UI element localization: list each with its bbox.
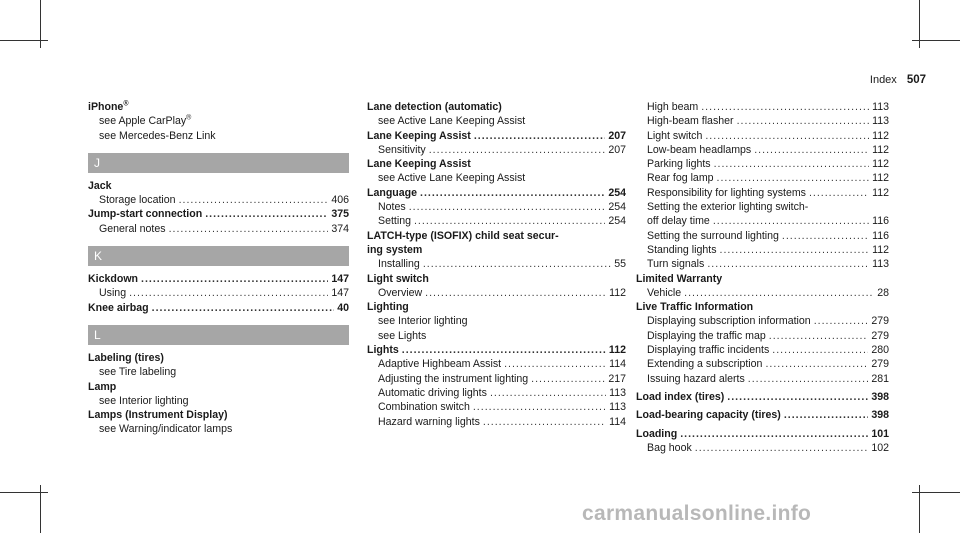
index-subentry: Adaptive Highbeam Assist ..... 114 — [367, 357, 626, 371]
crop-mark — [0, 40, 48, 41]
see-reference: see Interior lighting — [378, 315, 468, 328]
crop-mark — [912, 40, 960, 41]
index-subentry: Setting ..... 254 — [367, 214, 626, 228]
index-subentry: Rear fog lamp ..... 112 — [636, 171, 889, 185]
index-subentry: Displaying traffic incidents ..... 280 — [636, 343, 889, 357]
index-subentry: Sensitivity ..... 207 — [367, 143, 626, 157]
index-subentry: Automatic driving lights ..... 113 — [367, 386, 626, 400]
index-subentry: Overview ..... 112 — [367, 286, 626, 300]
letter-heading-k: K — [88, 246, 349, 266]
index-entry-cont: ing system — [367, 243, 423, 256]
letter-heading-j: J — [88, 153, 349, 173]
index-subentry-cont: off delay time ..... 116 — [636, 214, 889, 228]
page-number: 507 — [906, 74, 926, 86]
index-entry: Load index (tires) ..... 398 — [636, 390, 889, 404]
see-reference: see Interior lighting — [99, 394, 189, 407]
index-entry: Lights ..... 112 — [367, 343, 626, 357]
index-entry: Lighting — [367, 301, 409, 314]
index-entry: Lane Keeping Assist — [367, 158, 471, 171]
index-subentry: Displaying subscription information ..... 279 — [636, 314, 889, 328]
see-reference: see Warning/indicator lamps — [99, 423, 233, 436]
index-subentry: Turn signals ..... 113 — [636, 257, 889, 271]
index-subentry: Installing ..... 55 — [367, 257, 626, 271]
index-subentry: Parking lights ..... 112 — [636, 157, 889, 171]
see-reference: see Mercedes-Benz Link — [99, 129, 216, 142]
index-subentry: Bag hook ..... 102 — [636, 441, 889, 455]
index-entry: Jump-start connection ..... 375 — [88, 207, 349, 221]
letter-heading-l: L — [88, 325, 349, 345]
section-title: Index — [869, 74, 897, 86]
index-entry: Light switch — [367, 272, 429, 285]
index-entry: Knee airbag ..... 40 — [88, 301, 349, 315]
index-subentry: Responsibility for lighting systems ..... 112 — [636, 186, 889, 200]
index-subentry: High-beam flasher ..... 113 — [636, 114, 889, 128]
index-subentry: General notes ..... 374 — [88, 222, 349, 236]
see-reference: see Active Lane Keeping Assist — [378, 115, 526, 128]
index-subentry: Combination switch ..... 113 — [367, 400, 626, 414]
see-reference: see Lights — [378, 329, 427, 342]
index-subentry: Setting the exterior lighting switch- — [647, 201, 809, 214]
index-entry: Limited Warranty — [636, 272, 723, 285]
see-reference: see Active Lane Keeping Assist — [378, 172, 526, 185]
index-entry: Labeling (tires) — [88, 351, 164, 364]
page-header — [870, 74, 926, 86]
index-entry: Lamps (Instrument Display) — [88, 409, 228, 422]
index-entry: iPhone® — [88, 100, 129, 113]
index-entry: Lane Keeping Assist ..... 207 — [367, 129, 626, 143]
index-subentry: High beam ..... 113 — [636, 100, 889, 114]
index-entry: Live Traffic Information — [636, 301, 754, 314]
index-column-1 — [88, 100, 349, 437]
crop-mark — [912, 492, 960, 493]
watermark: carmanualsonline.info — [582, 502, 812, 525]
index-subentry: Displaying the traffic map ..... 279 — [636, 329, 889, 343]
index-subentry: Storage location ..... 406 — [88, 193, 349, 207]
index-entry: Kickdown ..... 147 — [88, 272, 349, 286]
index-subentry: Notes ..... 254 — [367, 200, 626, 214]
index-entry: Loading ..... 101 — [636, 427, 889, 441]
index-entry: Load-bearing capacity (tires) ..... 398 — [636, 408, 889, 422]
index-subentry: Using ..... 147 — [88, 286, 349, 300]
index-entry: Language ..... 254 — [367, 186, 626, 200]
crop-mark — [0, 492, 48, 493]
index-subentry: Light switch ..... 112 — [636, 129, 889, 143]
index-subentry: Setting the surround lighting ..... 116 — [636, 229, 889, 243]
index-subentry: Hazard warning lights ..... 114 — [367, 415, 626, 429]
index-entry: Lane detection (automatic) — [367, 101, 502, 113]
see-reference: see Apple CarPlay® — [99, 114, 192, 128]
index-subentry: Extending a subscription ..... 279 — [636, 357, 889, 371]
index-entry: LATCH-type (ISOFIX) child seat secur- — [367, 229, 559, 242]
index-subentry: Low-beam headlamps ..... 112 — [636, 143, 889, 157]
index-entry: Lamp — [88, 380, 117, 393]
index-column-3 — [636, 100, 889, 455]
index-subentry: Issuing hazard alerts ..... 281 — [636, 372, 889, 386]
index-column-2 — [367, 100, 626, 429]
see-reference: see Tire labeling — [99, 366, 177, 379]
index-subentry: Vehicle ..... 28 — [636, 286, 889, 300]
index-entry: Jack — [88, 179, 112, 192]
index-subentry: Adjusting the instrument lighting ..... 217 — [367, 372, 626, 386]
index-subentry: Standing lights ..... 112 — [636, 243, 889, 257]
